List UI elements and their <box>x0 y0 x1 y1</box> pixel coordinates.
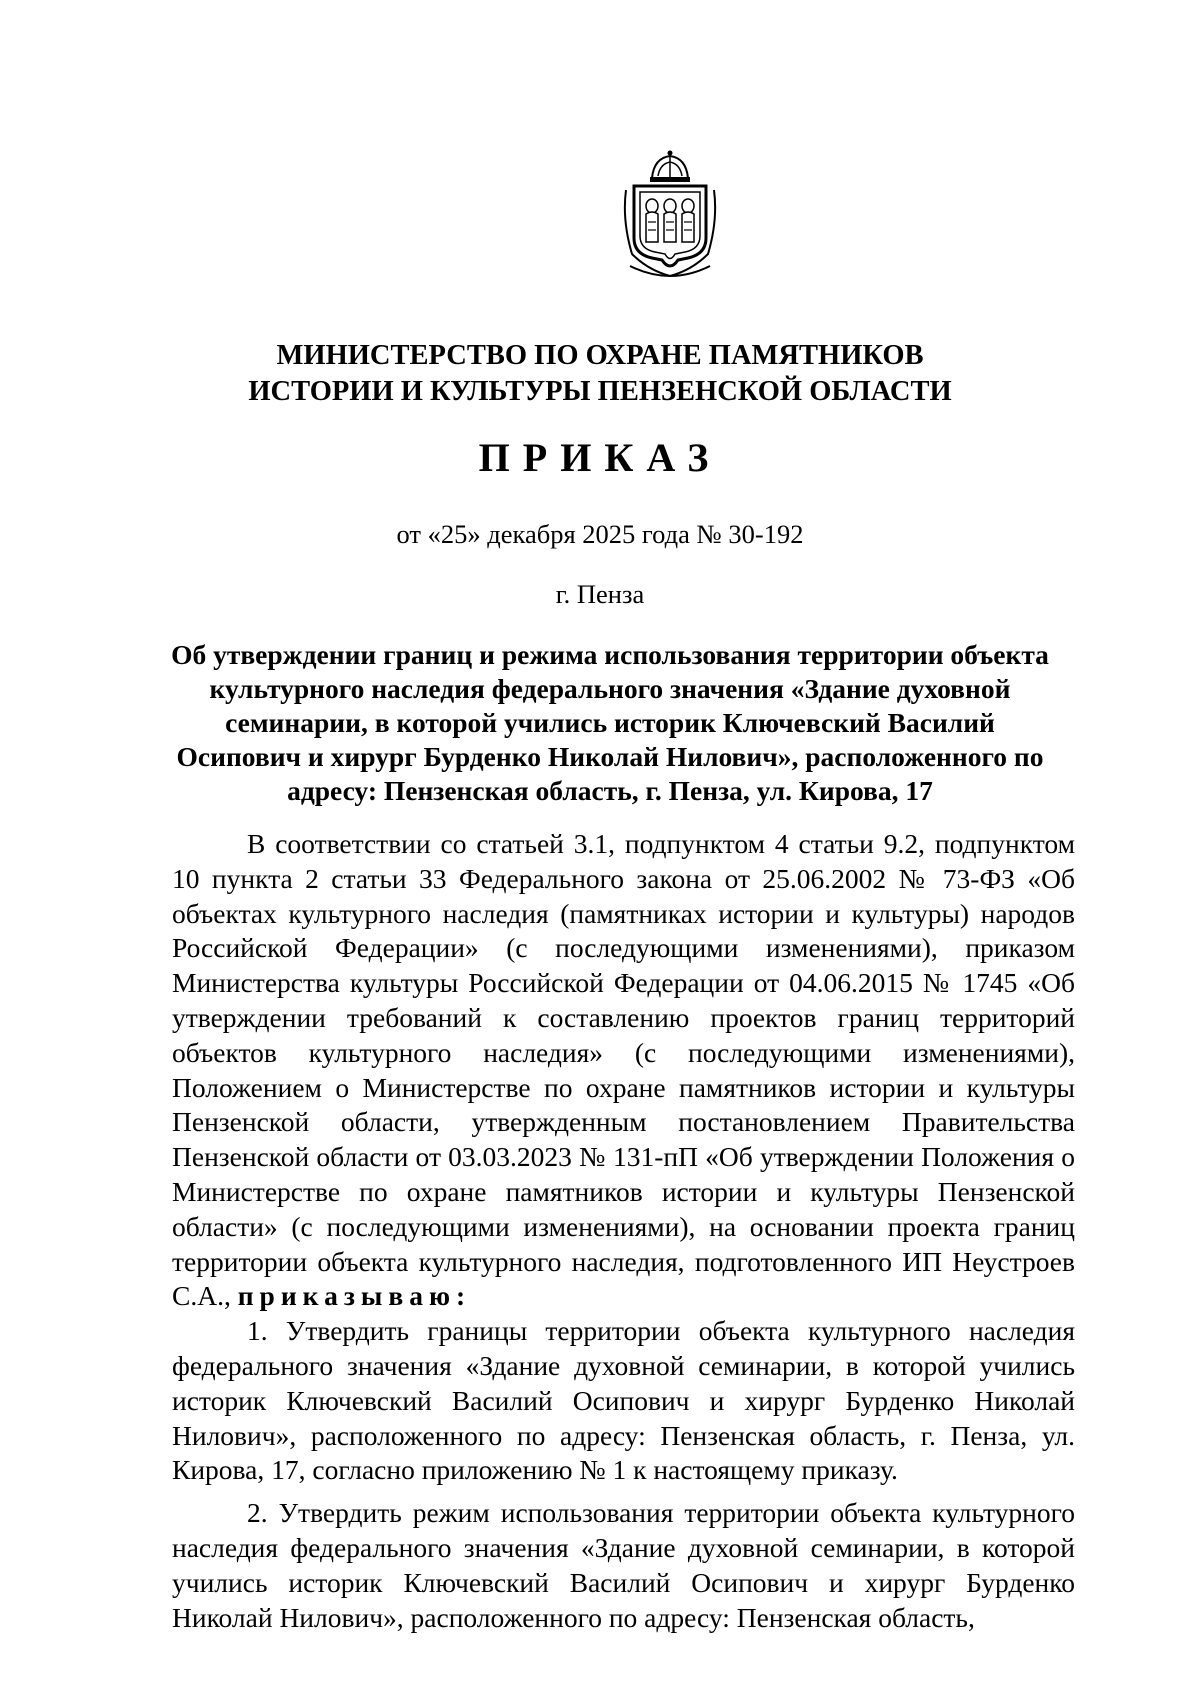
item-2-paragraph: 2. Утвердить режим использования территории объекта культурного наследия федерального значения «Здание духовной семинарии, в которой учились историк Ключевский Василий Осипович и хирург Бурденко Николай Нилович», расположенного по адресу: Пензенская область, <box>172 1497 1075 1633</box>
order-city: г. Пенза <box>555 579 645 609</box>
preamble-paragraph <box>172 827 1075 1314</box>
directive-word: приказываю: <box>237 1280 472 1312</box>
ministry-name <box>0 338 1200 410</box>
document-type-title: ПРИКАЗ <box>478 435 722 480</box>
coat-of-arms-icon <box>618 150 722 280</box>
preamble-text: В соответствии со статьей 3.1, подпунктом 4 статьи 9.2, подпунктом 10 пункта 2 статьи 33 Федерального закона от 25.06.2002 № 73-ФЗ «Об объектах культурного наследия (памятниках истории и культуры) народов Российской Федерации» (с последующими изменениями), приказом Министерства культуры Российской Федерации от 04.06.2015 № 1745 «Об утверждении требований к составлению проектов границ территорий объектов культурного наследия» (с последующими изменениями), Положением о Министерстве по охране памятников истории и культуры Пензенской области, утвержденным постановлением Правительства Пензенской области от 03.03.2023 № 131-пП «Об утверждении Положения о Министерстве по охране памятников истории и культуры Пензенской области» (с последующими изменениями), на основании проекта границ территории объекта культурного наследия, подготовленного ИП Неустроев С.А., <box>172 828 1075 1312</box>
item-1-paragraph: 1. Утвердить границы территории объекта культурного наследия федерального значения «Здание духовной семинарии, в которой учились историк Ключевский Василий Осипович и хирург Бурденко Николай Нилович», расположенного по адресу: Пензенская область, г. Пенза, ул. Кирова, 17, согласно приложению № 1 к настоящему приказу. <box>172 1315 1075 1486</box>
ministry-line-1: МИНИСТЕРСТВО ПО ОХРАНЕ ПАМЯТНИКОВ <box>276 340 924 371</box>
order-body <box>172 827 1075 1635</box>
order-subject: Об утверждении границ и режима использования территории объекта культурного наследия федерального значения «Здание духовной семинарии, в которой учились историк Ключевский Василий Осипович и хирург Бурденко Николай Нилович», расположенного по адресу: Пензенская область, г. Пенза, ул. Кирова, 17 <box>171 639 1049 806</box>
order-date-number: от «25» декабря 2025 года № 30-192 <box>396 519 804 549</box>
ministry-line-2: ИСТОРИИ И КУЛЬТУРЫ ПЕНЗЕНСКОЙ ОБЛАСТИ <box>248 376 952 407</box>
